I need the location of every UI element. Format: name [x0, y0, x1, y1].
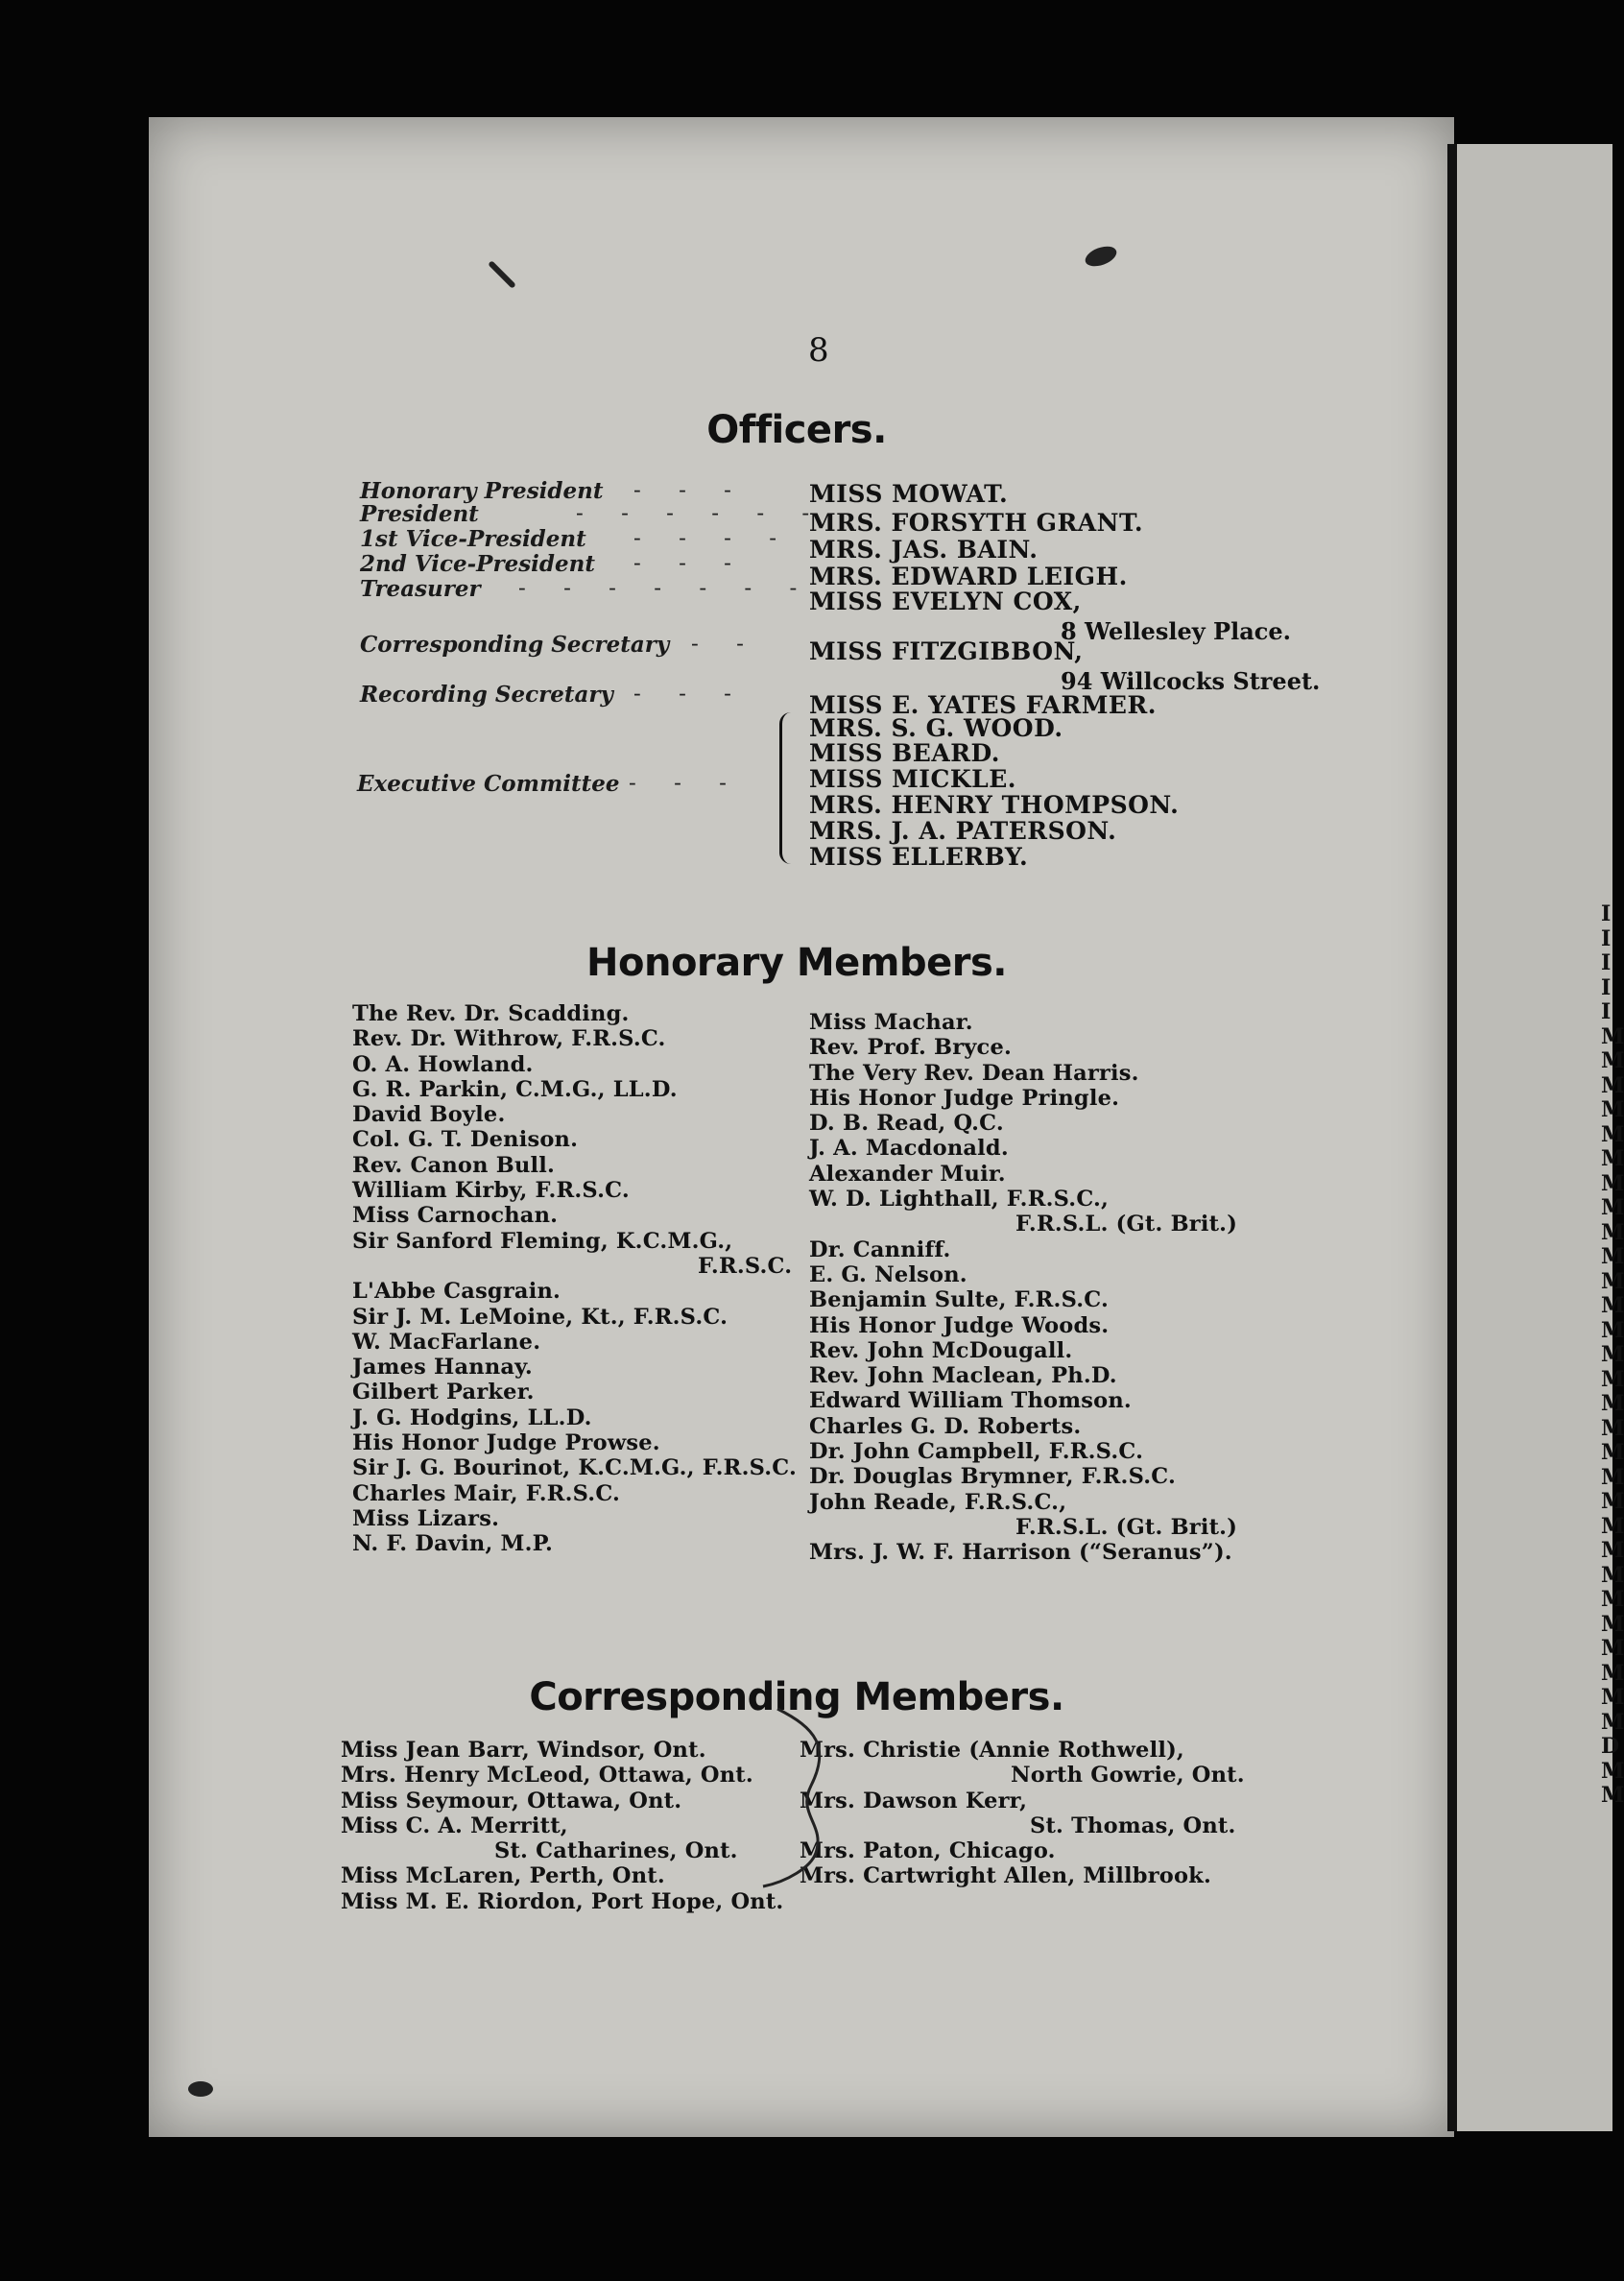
member-entry: G. R. Parkin, C.M.G., LL.D.	[352, 1076, 678, 1102]
edge-letter: M	[1601, 1048, 1624, 1073]
member-entry: N. F. Davin, M.P.	[352, 1531, 554, 1557]
member-entry: Charles Mair, F.R.S.C.	[352, 1480, 621, 1506]
member-entry: Dr. John Campbell, F.R.S.C.	[809, 1439, 1144, 1465]
member-entry: E. G. Nelson.	[809, 1261, 967, 1287]
edge-letter: M	[1601, 1538, 1624, 1563]
member-entry: Miss M. E. Riordon, Port Hope, Ont.	[341, 1888, 784, 1914]
member-entry: Miss Machar.	[809, 1010, 973, 1035]
member-entry: Mrs. Cartwright Allen, Millbrook.	[800, 1863, 1211, 1889]
member-entry: Miss Lizars.	[352, 1505, 500, 1531]
edge-letter: M	[1601, 1072, 1624, 1098]
leader-dots: - - -	[629, 771, 742, 796]
edge-letter: M	[1601, 1513, 1624, 1539]
member-entry: Edward William Thomson.	[809, 1388, 1132, 1414]
leader-dots: - -	[691, 632, 759, 657]
edge-letter: M	[1601, 1415, 1624, 1441]
edge-letter: M	[1601, 1587, 1624, 1612]
executive-member: MRS. HENRY THOMPSON.	[809, 791, 1180, 819]
edge-letter: M	[1601, 1097, 1624, 1122]
officer-role-executive: Executive Committee	[357, 771, 620, 797]
member-entry: Rev. Prof. Bryce.	[809, 1035, 1013, 1061]
member-entry: The Rev. Dr. Scadding.	[352, 1001, 630, 1026]
corresponding-members-heading: Corresponding Members.	[529, 1675, 1064, 1719]
officer-role: 1st Vice-President	[360, 526, 586, 552]
leader-dots: - - - - - - -	[518, 576, 813, 601]
edge-letter: I	[1601, 974, 1612, 1000]
member-entry: F.R.S.L. (Gt. Brit.)	[1015, 1514, 1238, 1540]
officer-name: MRS. JAS. BAIN.	[809, 536, 1039, 564]
executive-member: MISS ELLERBY.	[809, 843, 1029, 871]
edge-letter: I	[1601, 901, 1612, 926]
officer-name: MISS FITZGIBBON,	[809, 637, 1084, 665]
officer-role: President	[360, 501, 479, 527]
member-entry: D. B. Read, Q.C.	[809, 1111, 1004, 1137]
member-entry: W. MacFarlane.	[352, 1329, 541, 1355]
honorary-members-heading: Honorary Members.	[586, 941, 1007, 985]
member-entry: Gilbert Parker.	[352, 1380, 535, 1405]
edge-letter: M	[1601, 1268, 1624, 1294]
member-entry: St. Thomas, Ont.	[1030, 1813, 1236, 1838]
member-entry: Rev. Canon Bull.	[352, 1152, 556, 1178]
edge-letter: M	[1601, 1783, 1624, 1808]
leader-dots: - - -	[633, 682, 747, 707]
member-entry: Rev. Dr. Withrow, F.R.S.C.	[352, 1026, 666, 1052]
member-entry: The Very Rev. Dean Harris.	[809, 1060, 1139, 1086]
edge-letter: M	[1601, 1660, 1624, 1686]
member-entry: David Boyle.	[352, 1102, 506, 1128]
executive-brace	[779, 712, 796, 864]
member-entry: Mrs. Christie (Annie Rothwell),	[800, 1738, 1184, 1763]
member-entry: Miss Jean Barr, Windsor, Ont.	[341, 1738, 706, 1763]
member-entry: Sir J. G. Bourinot, K.C.M.G., F.R.S.C.	[352, 1455, 798, 1481]
member-entry: Rev. John Maclean, Ph.D.	[809, 1363, 1117, 1389]
executive-member: MISS MICKLE.	[809, 765, 1016, 793]
member-entry: W. D. Lighthall, F.R.S.C.,	[809, 1187, 1110, 1213]
edge-letter: M	[1601, 1293, 1624, 1318]
leader-dots: - - - - - -	[576, 501, 825, 526]
edge-letter: D	[1601, 1734, 1620, 1759]
edge-letter: I	[1601, 950, 1612, 975]
right-page-edge-letters	[1601, 901, 1624, 1809]
member-entry: Miss C. A. Merritt,	[341, 1813, 568, 1838]
member-entry: Mrs. J. W. F. Harrison (“Seranus”).	[809, 1540, 1232, 1566]
member-entry: Miss McLaren, Perth, Ont.	[341, 1863, 665, 1889]
member-entry: Sir Sanford Fleming, K.C.M.G.,	[352, 1228, 733, 1254]
member-entry: Col. G. T. Denison.	[352, 1127, 579, 1153]
honorary-members-left-column	[352, 1001, 797, 1557]
member-entry: F.R.S.C.	[698, 1253, 793, 1279]
edge-letter: M	[1601, 1758, 1624, 1784]
member-entry: North Gowrie, Ont.	[1011, 1763, 1245, 1789]
member-entry: Benjamin Sulte, F.R.S.C.	[809, 1287, 1109, 1313]
officer-role: Treasurer	[360, 576, 481, 602]
officer-name: MRS. EDWARD LEIGH.	[809, 563, 1128, 590]
ink-smudge	[188, 2081, 213, 2097]
edge-letter: M	[1601, 1317, 1624, 1343]
member-entry: Dr. Canniff.	[809, 1237, 951, 1262]
edge-letter: M	[1601, 1709, 1624, 1735]
edge-letter: I	[1601, 925, 1612, 951]
officer-address: 94 Willcocks Street.	[1061, 667, 1321, 695]
member-entry: Rev. John McDougall.	[809, 1337, 1073, 1363]
officer-name: MRS. FORSYTH GRANT.	[809, 509, 1144, 537]
executive-member: MISS BEARD.	[809, 739, 1000, 767]
member-entry: His Honor Judge Woods.	[809, 1312, 1110, 1338]
member-entry: Dr. Douglas Brymner, F.R.S.C.	[809, 1464, 1177, 1490]
member-entry: Mrs. Henry McLeod, Ottawa, Ont.	[341, 1763, 753, 1789]
edge-letter: M	[1601, 1342, 1624, 1367]
member-entry: Mrs. Paton, Chicago.	[800, 1838, 1056, 1864]
edge-letter: M	[1601, 1636, 1624, 1661]
officers-heading: Officers.	[706, 408, 887, 452]
member-entry: John Reade, F.R.S.C.,	[809, 1489, 1067, 1515]
edge-letter: M	[1601, 1562, 1624, 1588]
edge-letter: M	[1601, 1195, 1624, 1220]
executive-member: MRS. S. G. WOOD.	[809, 714, 1063, 742]
pencil-mark	[758, 1690, 873, 1891]
officer-name: MISS MOWAT.	[809, 480, 1009, 508]
corresponding-members-left-column	[341, 1738, 783, 1914]
leader-dots: - - -	[633, 478, 747, 503]
member-entry: Mrs. Dawson Kerr,	[800, 1788, 1028, 1813]
member-entry: J. A. Macdonald.	[809, 1136, 1009, 1162]
edge-letter: M	[1601, 1244, 1624, 1269]
edge-letter: M	[1601, 1391, 1624, 1416]
member-entry: J. G. Hodgins, LL.D.	[352, 1405, 592, 1430]
member-entry: O. A. Howland.	[352, 1051, 534, 1077]
edge-letter: M	[1601, 1146, 1624, 1171]
member-entry: His Honor Judge Prowse.	[352, 1430, 660, 1456]
edge-letter: M	[1601, 1170, 1624, 1196]
member-entry: F.R.S.L. (Gt. Brit.)	[1015, 1212, 1238, 1237]
member-entry: His Honor Judge Pringle.	[809, 1085, 1120, 1111]
member-entry: James Hannay.	[352, 1355, 533, 1381]
edge-letter: M	[1601, 1366, 1624, 1392]
edge-letter: M	[1601, 1489, 1624, 1514]
honorary-members-right-column	[809, 1010, 1237, 1566]
member-entry: Sir J. M. LeMoine, Kt., F.R.S.C.	[352, 1304, 728, 1330]
officer-role: 2nd Vice-President	[360, 551, 595, 577]
officer-name: MISS E. YATES FARMER.	[809, 691, 1157, 719]
officer-address: 8 Wellesley Place.	[1061, 617, 1291, 645]
executive-member: MRS. J. A. PATERSON.	[809, 817, 1117, 845]
edge-letter: M	[1601, 1685, 1624, 1710]
member-entry: Charles G. D. Roberts.	[809, 1413, 1082, 1439]
edge-letter: M	[1601, 1464, 1624, 1490]
edge-letter: I	[1601, 999, 1612, 1024]
member-entry: L'Abbe Casgrain.	[352, 1279, 561, 1305]
edge-letter: M	[1601, 1611, 1624, 1637]
member-entry: Miss Seymour, Ottawa, Ont.	[341, 1788, 682, 1813]
officer-role: Honorary President	[360, 478, 604, 504]
edge-letter: M	[1601, 1121, 1624, 1147]
member-entry: Miss Carnochan.	[352, 1203, 559, 1229]
officer-role: Recording Secretary	[360, 682, 613, 708]
page-number: 8	[808, 331, 829, 370]
member-entry: Alexander Muir.	[809, 1161, 1006, 1187]
leader-dots: - - -	[633, 551, 747, 576]
edge-letter: M	[1601, 1023, 1624, 1049]
member-entry: William Kirby, F.R.S.C.	[352, 1178, 630, 1204]
edge-letter: M	[1601, 1440, 1624, 1465]
member-entry: St. Catharines, Ont.	[494, 1838, 738, 1864]
officer-name: MISS EVELYN COX,	[809, 588, 1082, 615]
leader-dots: - - - -	[633, 526, 793, 551]
officer-role: Corresponding Secretary	[360, 632, 670, 658]
edge-letter: M	[1601, 1219, 1624, 1245]
